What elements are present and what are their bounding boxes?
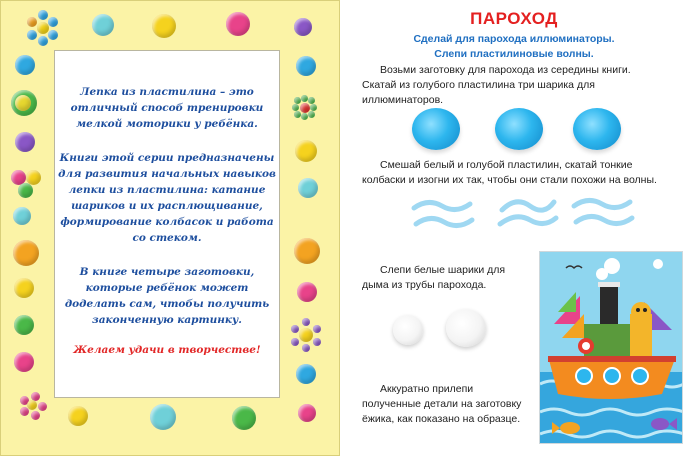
step2-text: Смешай белый и голубой пластилин, скатай тонкие колбаски и изогни их так, чтобы они стали похожи на волны. (362, 159, 657, 186)
decor-dot (152, 14, 176, 38)
white-ball (446, 309, 486, 347)
wish-text: Желаем удачи в творчестве! (73, 344, 261, 356)
decor-dot (13, 240, 39, 266)
decor-dot (14, 278, 34, 298)
intro-paragraph-1: Лепка из пластилина – это отличный способ тренировки мелкой моторики у ребёнка. (70, 86, 264, 130)
decor-dot (92, 14, 114, 36)
wave-pair (414, 202, 472, 225)
white-ball (393, 315, 423, 345)
decor-dot (296, 364, 316, 384)
decor-dot (68, 406, 88, 426)
wave-pair (574, 200, 632, 223)
decor-dot (15, 132, 35, 152)
wave-pair (500, 202, 556, 224)
decor-dot (297, 282, 317, 302)
decor-dot (298, 178, 318, 198)
step3-text: Слепи белые шарики для дыма из трубы парохода. (362, 264, 506, 291)
decor-dot (298, 404, 316, 422)
waves-illustration (408, 190, 648, 242)
blue-ball (573, 108, 621, 150)
decor-dot (15, 55, 35, 75)
right-page (340, 0, 688, 456)
blue-ball (412, 108, 460, 150)
decor-dot (15, 95, 31, 111)
steamship-sample-picture (539, 251, 683, 444)
step4-text: Аккуратно прилепи полученные детали на заготовку ёжика, как показано на образце. (362, 383, 522, 425)
decor-dot (295, 140, 317, 162)
decor-dot (226, 12, 250, 36)
blue-ball (495, 108, 543, 150)
decor-dot (14, 315, 34, 335)
intro-paragraph-3: В книге четыре заготовки, которые ребёнок может доделать сам, чтобы получить законченную картинку. (64, 266, 270, 326)
left-page (0, 0, 340, 456)
intro-paragraph-2: Книги этой серии предназначены для развития начальных навыков лепки из пластилина: катание шариков и их расплющивание, формирование колбасок и работа со стеком. (58, 152, 276, 244)
subtitle-line-2: Слепи пластилиновые волны. (434, 48, 594, 60)
decor-dot (294, 18, 312, 36)
decor-dot (232, 406, 256, 430)
subtitle-line-1: Сделай для парохода иллюминаторы. (413, 33, 615, 45)
decor-dot (294, 238, 320, 264)
page-title: ПАРОХОД (470, 9, 558, 28)
step1-text: Возьми заготовку для парохода из середины книги. Скатай из голубого пластилина три шарика для иллюминаторов. (362, 64, 631, 106)
decor-dot (150, 404, 176, 430)
decor-dot (14, 352, 34, 372)
decor-dot (296, 56, 316, 76)
decor-dot (13, 207, 31, 225)
